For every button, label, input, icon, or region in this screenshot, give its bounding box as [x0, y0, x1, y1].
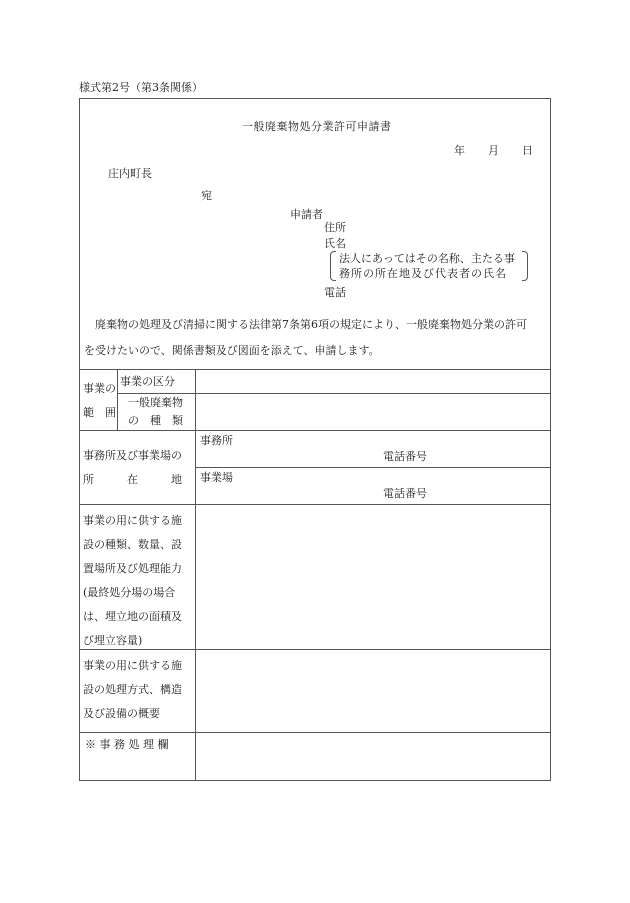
business-category-label: 事業の区分	[120, 375, 175, 388]
table-col-line	[195, 369, 196, 781]
applicant-phone-label: 電話	[324, 286, 346, 299]
scope-label-line2: 範 囲	[83, 406, 116, 419]
table-row-line	[79, 732, 551, 733]
office-use-label: ※ 事 務 処 理 欄	[85, 738, 169, 751]
date-day-label: 日	[522, 144, 533, 157]
addressee-honorific: 宛	[201, 189, 212, 202]
body-text-line1: 廃棄物の処理及び清掃に関する法律第7条第6項の規定により、一般廃棄物処分業の許可	[95, 318, 527, 331]
location-label-line1: 事務所及び事業場の	[83, 449, 182, 462]
scope-label-line1: 事業の	[83, 382, 116, 395]
processing-method-label: 事業の用に供する施 設の処理方式、構造 及び設備の概要	[83, 659, 182, 720]
corporate-note-line1: 法人にあってはその名称、主たる事	[339, 252, 515, 265]
waste-type-label-line2: の 種 類	[128, 414, 183, 427]
table-row-line	[79, 504, 551, 505]
body-text-line2: を受けたいので、関係書類及び図面を添えて、申請します。	[84, 344, 380, 357]
site-label: 事業場	[200, 471, 233, 484]
corporate-note-right-bracket	[522, 251, 528, 281]
waste-type-label-line1: 一般廃棄物	[128, 396, 183, 409]
table-row-line	[117, 393, 551, 394]
applicant-name-label: 氏名	[324, 237, 346, 250]
applicant-label: 申請者	[290, 208, 323, 221]
applicant-address-label: 住所	[324, 221, 346, 234]
date-year-label: 年	[454, 144, 465, 157]
office-phone-label: 電話番号	[383, 450, 427, 463]
corporate-note-line2: 務所の所在地及び代表者の氏名	[339, 267, 507, 280]
table-top-line	[79, 369, 551, 370]
site-phone-label: 電話番号	[383, 487, 427, 500]
table-row-line	[79, 430, 551, 431]
form-number: 様式第2号（第3条関係）	[79, 81, 203, 94]
form-title: 一般廃棄物処分業許可申請書	[242, 120, 392, 133]
addressee-name: 庄内町長	[108, 167, 152, 180]
table-col-line	[117, 369, 118, 430]
corporate-note-left-bracket	[330, 251, 336, 281]
date-month-label: 月	[488, 144, 499, 157]
table-row-line	[195, 467, 551, 468]
location-label-line2: 所 在 地	[83, 473, 182, 486]
office-label: 事務所	[200, 434, 233, 447]
facilities-label: 事業の用に供する施 設の種類、数量、設 置場所及び処理能力 (最終処分場の場合 は、埋立地の面積及 び埋立容量)	[83, 514, 182, 647]
